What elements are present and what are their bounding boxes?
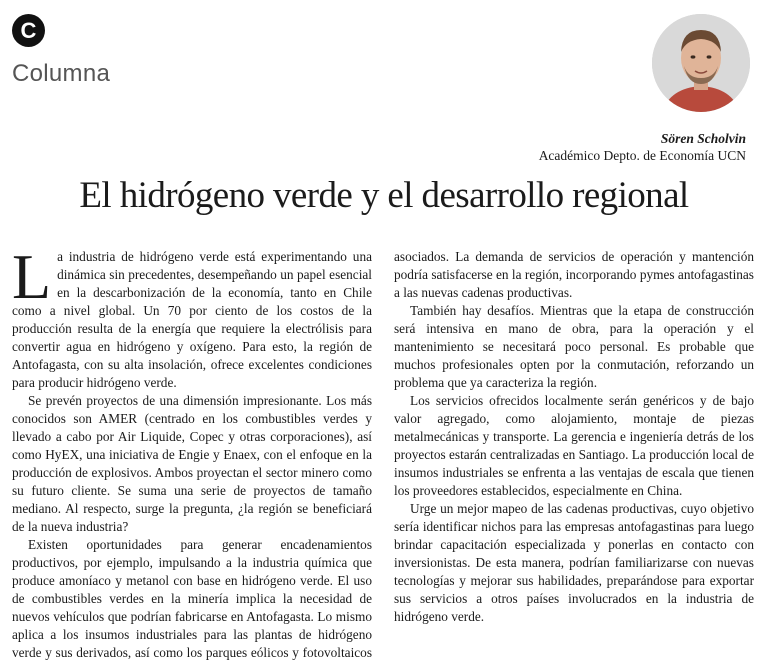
author-name: Sören Scholvin — [660, 131, 746, 146]
column-badge: C — [12, 14, 45, 47]
author-photo — [652, 14, 750, 112]
author-title: Académico Depto. de Economía UCN — [538, 148, 746, 163]
article-paragraph: Los servicios ofrecidos localmente serán genéricos y de bajo valor agregado, como alojamiento, montaje de piezas metalmecánicas y transporte. La gerencia e ingeniería detrás de los proyectos estarán centralizadas en Santiago. La producción local de insumos industriales se enfrenta a las ventajas de escala que tienen los proveedores establecidos, especialmente en China. — [394, 393, 754, 498]
article-paragraph: Se prevén proyectos de una dimensión impresionante. Los más conocidos son AMER (centrado en los combustibles verdes y llevado a cabo por Air Liquide, Copec y otras corporaciones), así como HyEX, una iniciativa de Engie y Enaex, con el enfoque en la producción de explosivos. Ambos proyectan el sector minero como su futuro cliente. Se suma una serie de proyectos de tamaño mediano. Al respecto, surge la pregunta, ¿la región se beneficiará de la nueva industria? — [12, 393, 372, 534]
article-paragraph: Existen oportunidades para generar encadenamientos productivos, por ejemplo, impulsando a la industria química que produce amoníaco y metanol con base en hidrógeno verde. El uso de combustibles verdes en la minería implica la necesidad de nuevos vehículos que podrían fabricarse en Antofagasta. Lo mismo aplica a los insumos industriales para las plantas de hidrógeno verde y sus derivados, así como los parques eólicos y fotovoltaicos asociados. La demanda de servicios de operación y mantención podría satisfacerse en la región, incorporando pymes antofagastinas a las nuevas cadenas productivas. — [12, 249, 754, 660]
article-paragraph: Urge un mejor mapeo de las cadenas productivas, cuyo objetivo sería identificar nichos para las empresas antofagastinas para luego brindar capacitación especializada y ponerlas en contacto con inversionistas. De esta manera, podrían familiarizarse con nuevas tecnologías y mejorar sus habilidades, preparándose para exportar sus servicios a otros países involucrados en la industria de hidrógeno verde. — [394, 501, 754, 624]
article-headline: El hidrógeno verde y el desarrollo regional — [79, 175, 689, 216]
article-body — [12, 241, 754, 666]
section-label: Columna — [12, 60, 111, 87]
drop-cap: L — [12, 241, 52, 312]
first-paragraph-text: a industria de hidrógeno verde está experimentando una dinámica sin precedentes, desempeñando un papel esencial en la descarbonización de la economía, tanto en Chile como a nivel global. Un 70 por ciento de los costos de la producción resulta de la energía que requiere la electrólisis para convertir agua en hidrógeno y oxígeno. Para esto, la región de Antofagasta, con su alta insolación, ofrece excelentes condiciones para producir hidrógeno verde. — [12, 249, 372, 390]
author-portrait-image — [652, 14, 750, 112]
article-paragraph — [12, 241, 372, 392]
article-paragraph: También hay desafíos. Mientras que la etapa de construcción será intensiva en mano de obra, para la operación y el mantenimiento se necesitará poco personal. Es probable que muchos profesionales opten por la conmutación, reforzando un problema que ya caracteriza la región. — [394, 303, 754, 390]
author-byline — [539, 130, 746, 164]
